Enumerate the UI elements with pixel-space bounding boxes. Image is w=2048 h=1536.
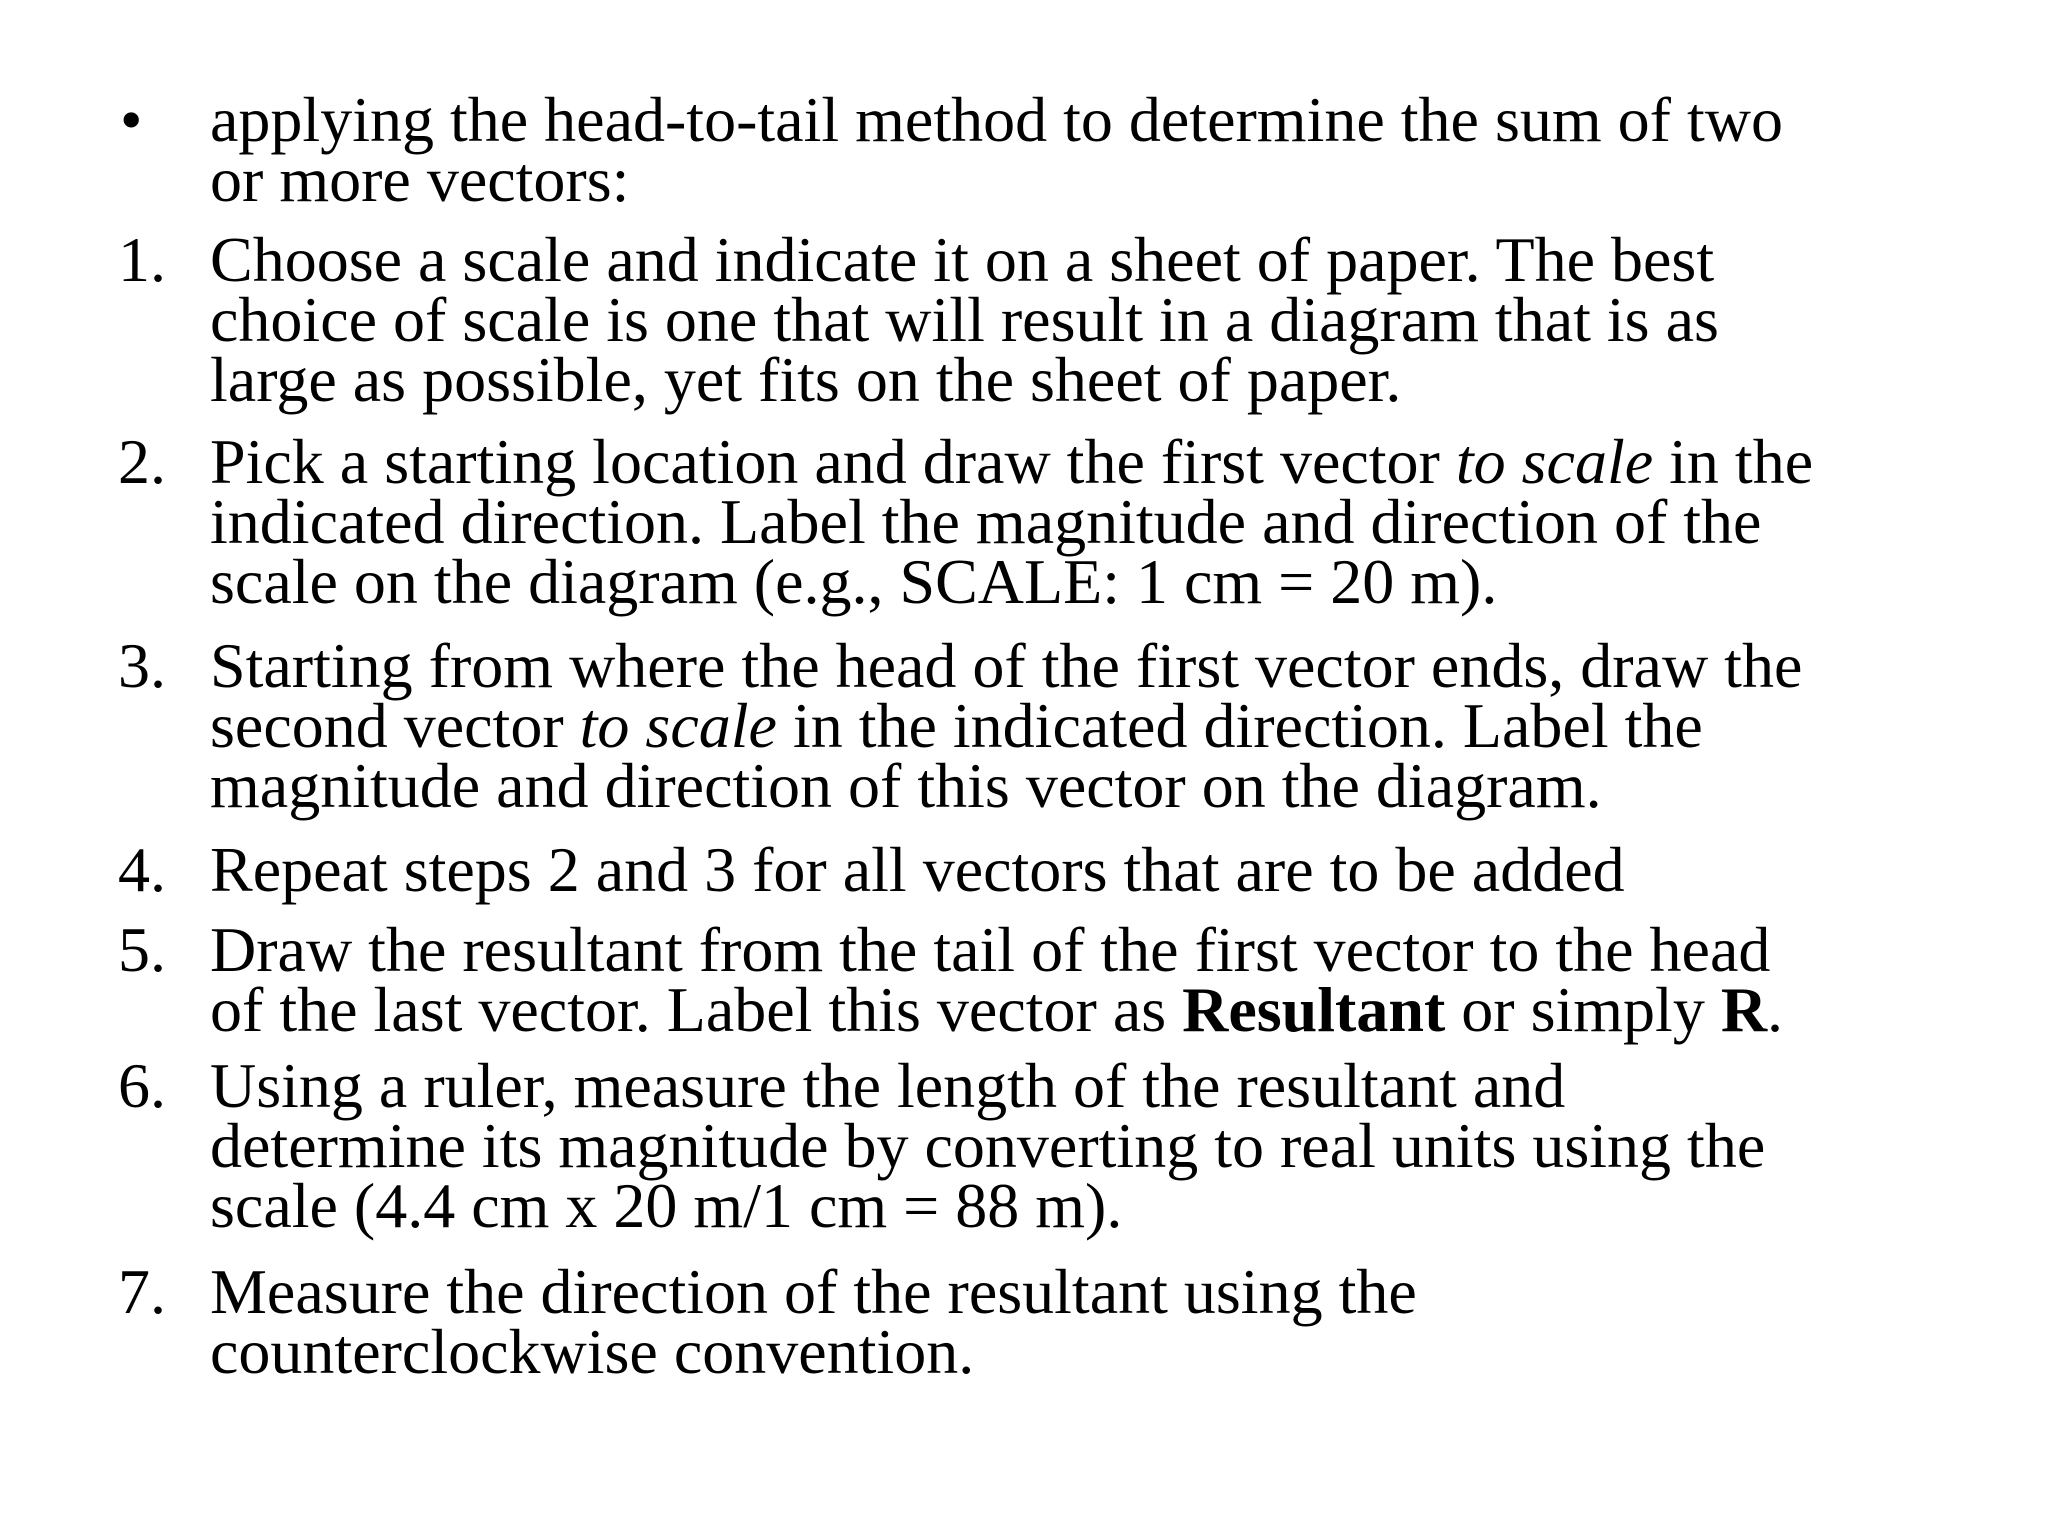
text-run: Starting from where the head of the first vector ends, draw the — [210, 630, 1803, 701]
text-line — [210, 486, 2000, 557]
text-run: of the last vector. Label this vector as — [210, 974, 1183, 1045]
text-run: in the indicated direction. Label the — [776, 690, 1703, 761]
item-text — [210, 224, 2000, 415]
item-text — [210, 630, 2000, 821]
text-line — [210, 974, 2000, 1045]
text-run: indicated direction. Label the magnitude and direction of the — [210, 486, 1762, 557]
text-run: Pick a starting location and draw the first vector — [210, 426, 1456, 497]
bullet-marker: • — [120, 84, 143, 155]
step-number: 7. — [118, 1256, 166, 1327]
step-number: 4. — [118, 834, 166, 905]
text-line — [210, 1170, 2000, 1241]
text-run: magnitude and direction of this vector on the diagram. — [210, 750, 1602, 821]
text-line — [210, 834, 2000, 905]
text-run: large as possible, yet fits on the sheet of paper. — [210, 344, 1402, 415]
step-number: 5. — [118, 914, 166, 985]
text-run: Draw the resultant from the tail of the first vector to the head — [210, 914, 1771, 985]
text-run: scale on the diagram (e.g., SCALE: 1 cm = 20 m). — [210, 546, 1498, 617]
text-line — [210, 284, 2000, 355]
text-line — [210, 426, 2000, 497]
text-line — [210, 344, 2000, 415]
text-run: Using a ruler, measure the length of the resultant and — [210, 1050, 1566, 1121]
step-number: 6. — [118, 1050, 166, 1121]
text-line — [210, 546, 2000, 617]
step-number: 2. — [118, 426, 166, 497]
text-run: determine its magnitude by converting to real units using the — [210, 1110, 1766, 1181]
text-line — [210, 1316, 2000, 1387]
text-run: Choose a scale and indicate it on a sheet of paper. The best — [210, 224, 1715, 295]
text-line — [210, 630, 2000, 701]
text-run: choice of scale is one that will result in a diagram that is as — [210, 284, 1719, 355]
text-run: second vector — [210, 690, 580, 761]
text-run: Repeat steps 2 and 3 for all vectors that are to be added — [210, 834, 1625, 905]
text-italic: to scale — [579, 690, 777, 761]
text-line — [210, 224, 2000, 295]
item-text — [210, 914, 2000, 1045]
text-line — [210, 84, 2000, 155]
step-number: 1. — [118, 224, 166, 295]
item-text — [210, 1050, 2000, 1241]
item-text — [210, 1256, 2000, 1387]
text-line — [210, 1050, 2000, 1121]
text-line — [210, 750, 2000, 821]
text-run: Measure the direction of the resultant using the — [210, 1256, 1417, 1327]
item-text — [210, 426, 2000, 617]
text-run: in the — [1653, 426, 1814, 497]
text-bold: R — [1720, 974, 1768, 1045]
item-text — [210, 834, 2000, 905]
text-line — [210, 914, 2000, 985]
text-italic: to scale — [1455, 426, 1654, 497]
text-run: scale (4.4 cm x 20 m/1 cm = 88 m). — [210, 1170, 1123, 1241]
text-line — [210, 1256, 2000, 1327]
text-bold: Resultant — [1182, 974, 1446, 1045]
step-number: 3. — [118, 630, 166, 701]
text-run: counterclockwise convention. — [210, 1316, 975, 1387]
text-line — [210, 1110, 2000, 1181]
text-line — [210, 144, 2000, 215]
text-run: or more vectors: — [210, 144, 630, 215]
text-run: applying the head-to-tail method to determine the sum of two — [210, 84, 1783, 155]
text-run: or simply — [1445, 974, 1721, 1045]
text-run: . — [1767, 974, 1784, 1045]
item-text — [210, 84, 2000, 215]
text-line — [210, 690, 2000, 761]
